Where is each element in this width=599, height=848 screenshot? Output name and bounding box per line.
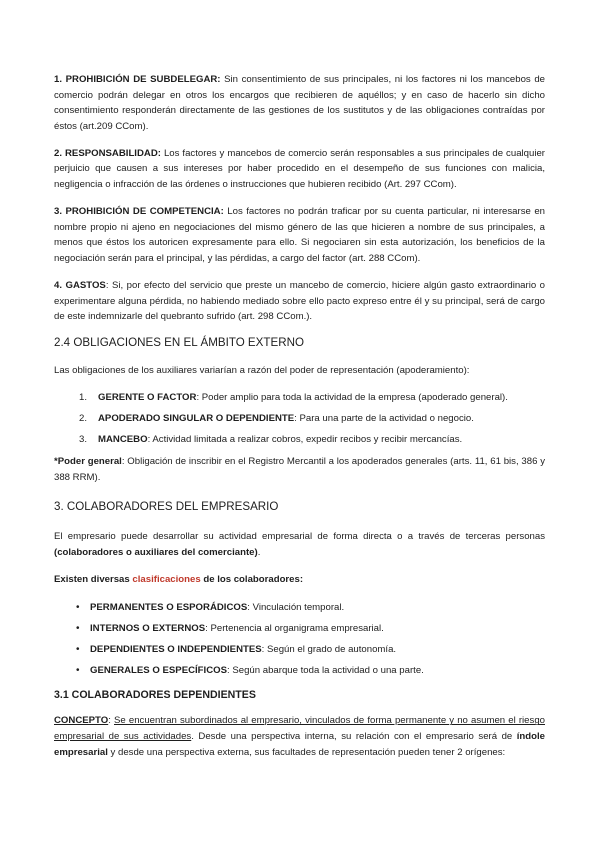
- note-mark: *: [54, 455, 58, 467]
- list-item: [54, 390, 545, 406]
- paragraph-competencia: [54, 204, 545, 266]
- classif-post: de los colaboradores:: [200, 574, 304, 586]
- list-item: [54, 600, 545, 616]
- list-item: [54, 663, 545, 679]
- list-item: [54, 621, 545, 637]
- classif-pre: Existen diversas: [54, 574, 133, 586]
- list-item-text: : Actividad limitada a realizar cobros, expedir recibos y recibir mercancías.: [147, 434, 463, 446]
- document-page: [54, 72, 545, 760]
- paragraph-label: 3. PROHIBICIÓN DE COMPETENCIA:: [54, 206, 224, 218]
- bullet-list: [54, 600, 545, 679]
- note-poder-general: [54, 454, 545, 485]
- concepto-bold: índole empresarial: [54, 731, 545, 758]
- list-number: 3.: [79, 434, 88, 446]
- paragraph-text: : Si, por efecto del servicio que preste un mancebo de comercio, hiciere algún gasto extraordinario o experimentare alguna pérdida, no habiendo mediado sobre ello pacto expreso entre él y su principal, será de cargo de este indemnizarle del quebranto sufrido (art. 298 CCom.).: [54, 280, 545, 323]
- list-item-text: : Vinculación temporal.: [247, 601, 345, 613]
- paragraph-responsabilidad: [54, 146, 545, 193]
- paragraph-label: 4. GASTOS: [54, 280, 106, 292]
- paragraph-text: Los factores no podrán traficar por su cuenta particular, ni interesarse en nombre propio ni ajeno en negociaciones del mismo género de las que hicieren a nombre de sus principales, a menos que éstos los autoricen expresamente para ello. Si negociaren sin esta autorización, los beneficios de la negociación serán para el principal, y las pérdidas, a cargo del factor (art. 288 CCom).: [54, 206, 545, 264]
- list-item-label: PERMANENTES O ESPORÁDICOS: [90, 601, 248, 613]
- list-item-label: APODERADO SINGULAR O DEPENDIENTE: [98, 413, 295, 425]
- paragraph-label: 1. PROHIBICIÓN DE SUBDELEGAR:: [54, 74, 221, 85]
- intro-2-4: Las obligaciones de los auxiliares variarían a razón del poder de representación (apoderamiento):: [54, 364, 470, 376]
- bullet-icon: •: [76, 601, 80, 613]
- section-heading-3-1: 3.1 COLABORADORES DEPENDIENTES: [54, 689, 256, 702]
- note-label: Poder general: [57, 455, 122, 467]
- concepto-label: CONCEPTO: [54, 715, 109, 727]
- list-item-label: INTERNOS O EXTERNOS: [90, 622, 206, 634]
- list-item-label: MANCEBO: [98, 434, 148, 446]
- paragraph-text: Los factores y mancebos de comercio serán responsables a sus principales de cualquier perjuicio que causen a sus intereses por haber procedido en el desempeño de sus funciones con malicia, negligencia o infracción de las órdenes o instrucciones que hubieren recibido (Art. 297 CCom).: [54, 147, 545, 191]
- section-heading-3: 3. COLABORADORES DEL EMPRESARIO: [54, 500, 279, 514]
- intro-end: .: [257, 546, 261, 558]
- list-item: [54, 411, 545, 427]
- concepto-underlined: Se encuentran subordinados al empresario, vinculados de forma permanente y no asumen el riesgo empresarial de sus actividades: [54, 715, 545, 743]
- bullet-icon: •: [76, 622, 80, 634]
- paragraph-subdelegar: [54, 72, 545, 134]
- list-item: [54, 642, 545, 658]
- list-number: 2.: [79, 413, 88, 425]
- bullet-icon: •: [76, 643, 80, 655]
- concepto-colon: :: [108, 715, 114, 727]
- intro-bold: (colaboradores o auxiliares del comerciante): [54, 546, 258, 558]
- list-item-text: : Según abarque toda la actividad o una parte.: [227, 664, 424, 676]
- concepto-mid: . Desde una perspectiva interna, su relación con el empresario será de: [191, 731, 517, 743]
- paragraph-text: Sin consentimiento de sus principales, ni los factores ni los mancebos de comercio podrán delegar en otros los encargos que recibieren de aquéllos; y en caso de hacerlo sin dicho consentimiento responderán directamente de las gestiones de los sustitutos y de las obligaciones contraídas por éstos (art.209 CCom).: [54, 74, 545, 132]
- classif-line: [54, 572, 545, 588]
- list-number: 1.: [79, 392, 88, 404]
- intro-text: El empresario puede desarrollar su actividad empresarial de forma directa o a través de terceras personas: [54, 531, 545, 543]
- list-item-text: : Poder amplio para toda la actividad de la empresa (apoderado general).: [196, 392, 508, 404]
- numbered-list: [54, 390, 545, 448]
- note-text: : Obligación de inscribir en el Registro Mercantil a los apoderados generales (arts. 11, 61 bis, 386 y 388 RRM).: [54, 455, 545, 483]
- list-item-label: GENERALES O ESPECÍFICOS: [90, 664, 228, 676]
- list-item-text: : Según el grado de autonomía.: [261, 643, 397, 655]
- list-item-text: : Para una parte de la actividad o negocio.: [294, 413, 474, 425]
- concepto-paragraph: [54, 713, 545, 760]
- paragraph-gastos: [54, 278, 545, 325]
- paragraph-label: 2. RESPONSABILIDAD:: [54, 147, 161, 159]
- list-item-text: : Pertenencia al organigrama empresarial.: [205, 622, 384, 634]
- list-item: [54, 432, 545, 448]
- classif-red: clasificaciones: [132, 574, 201, 586]
- list-item-label: DEPENDIENTES O INDEPENDIENTES: [90, 643, 262, 655]
- section-heading-2-4: 2.4 OBLIGACIONES EN EL ÁMBITO EXTERNO: [54, 335, 304, 349]
- concepto-end: y desde una perspectiva externa, sus facultades de representación pueden tener 2 orígenes:: [107, 746, 506, 758]
- list-item-label: GERENTE O FACTOR: [98, 392, 197, 404]
- intro-3: [54, 529, 545, 560]
- bullet-icon: •: [76, 664, 80, 676]
